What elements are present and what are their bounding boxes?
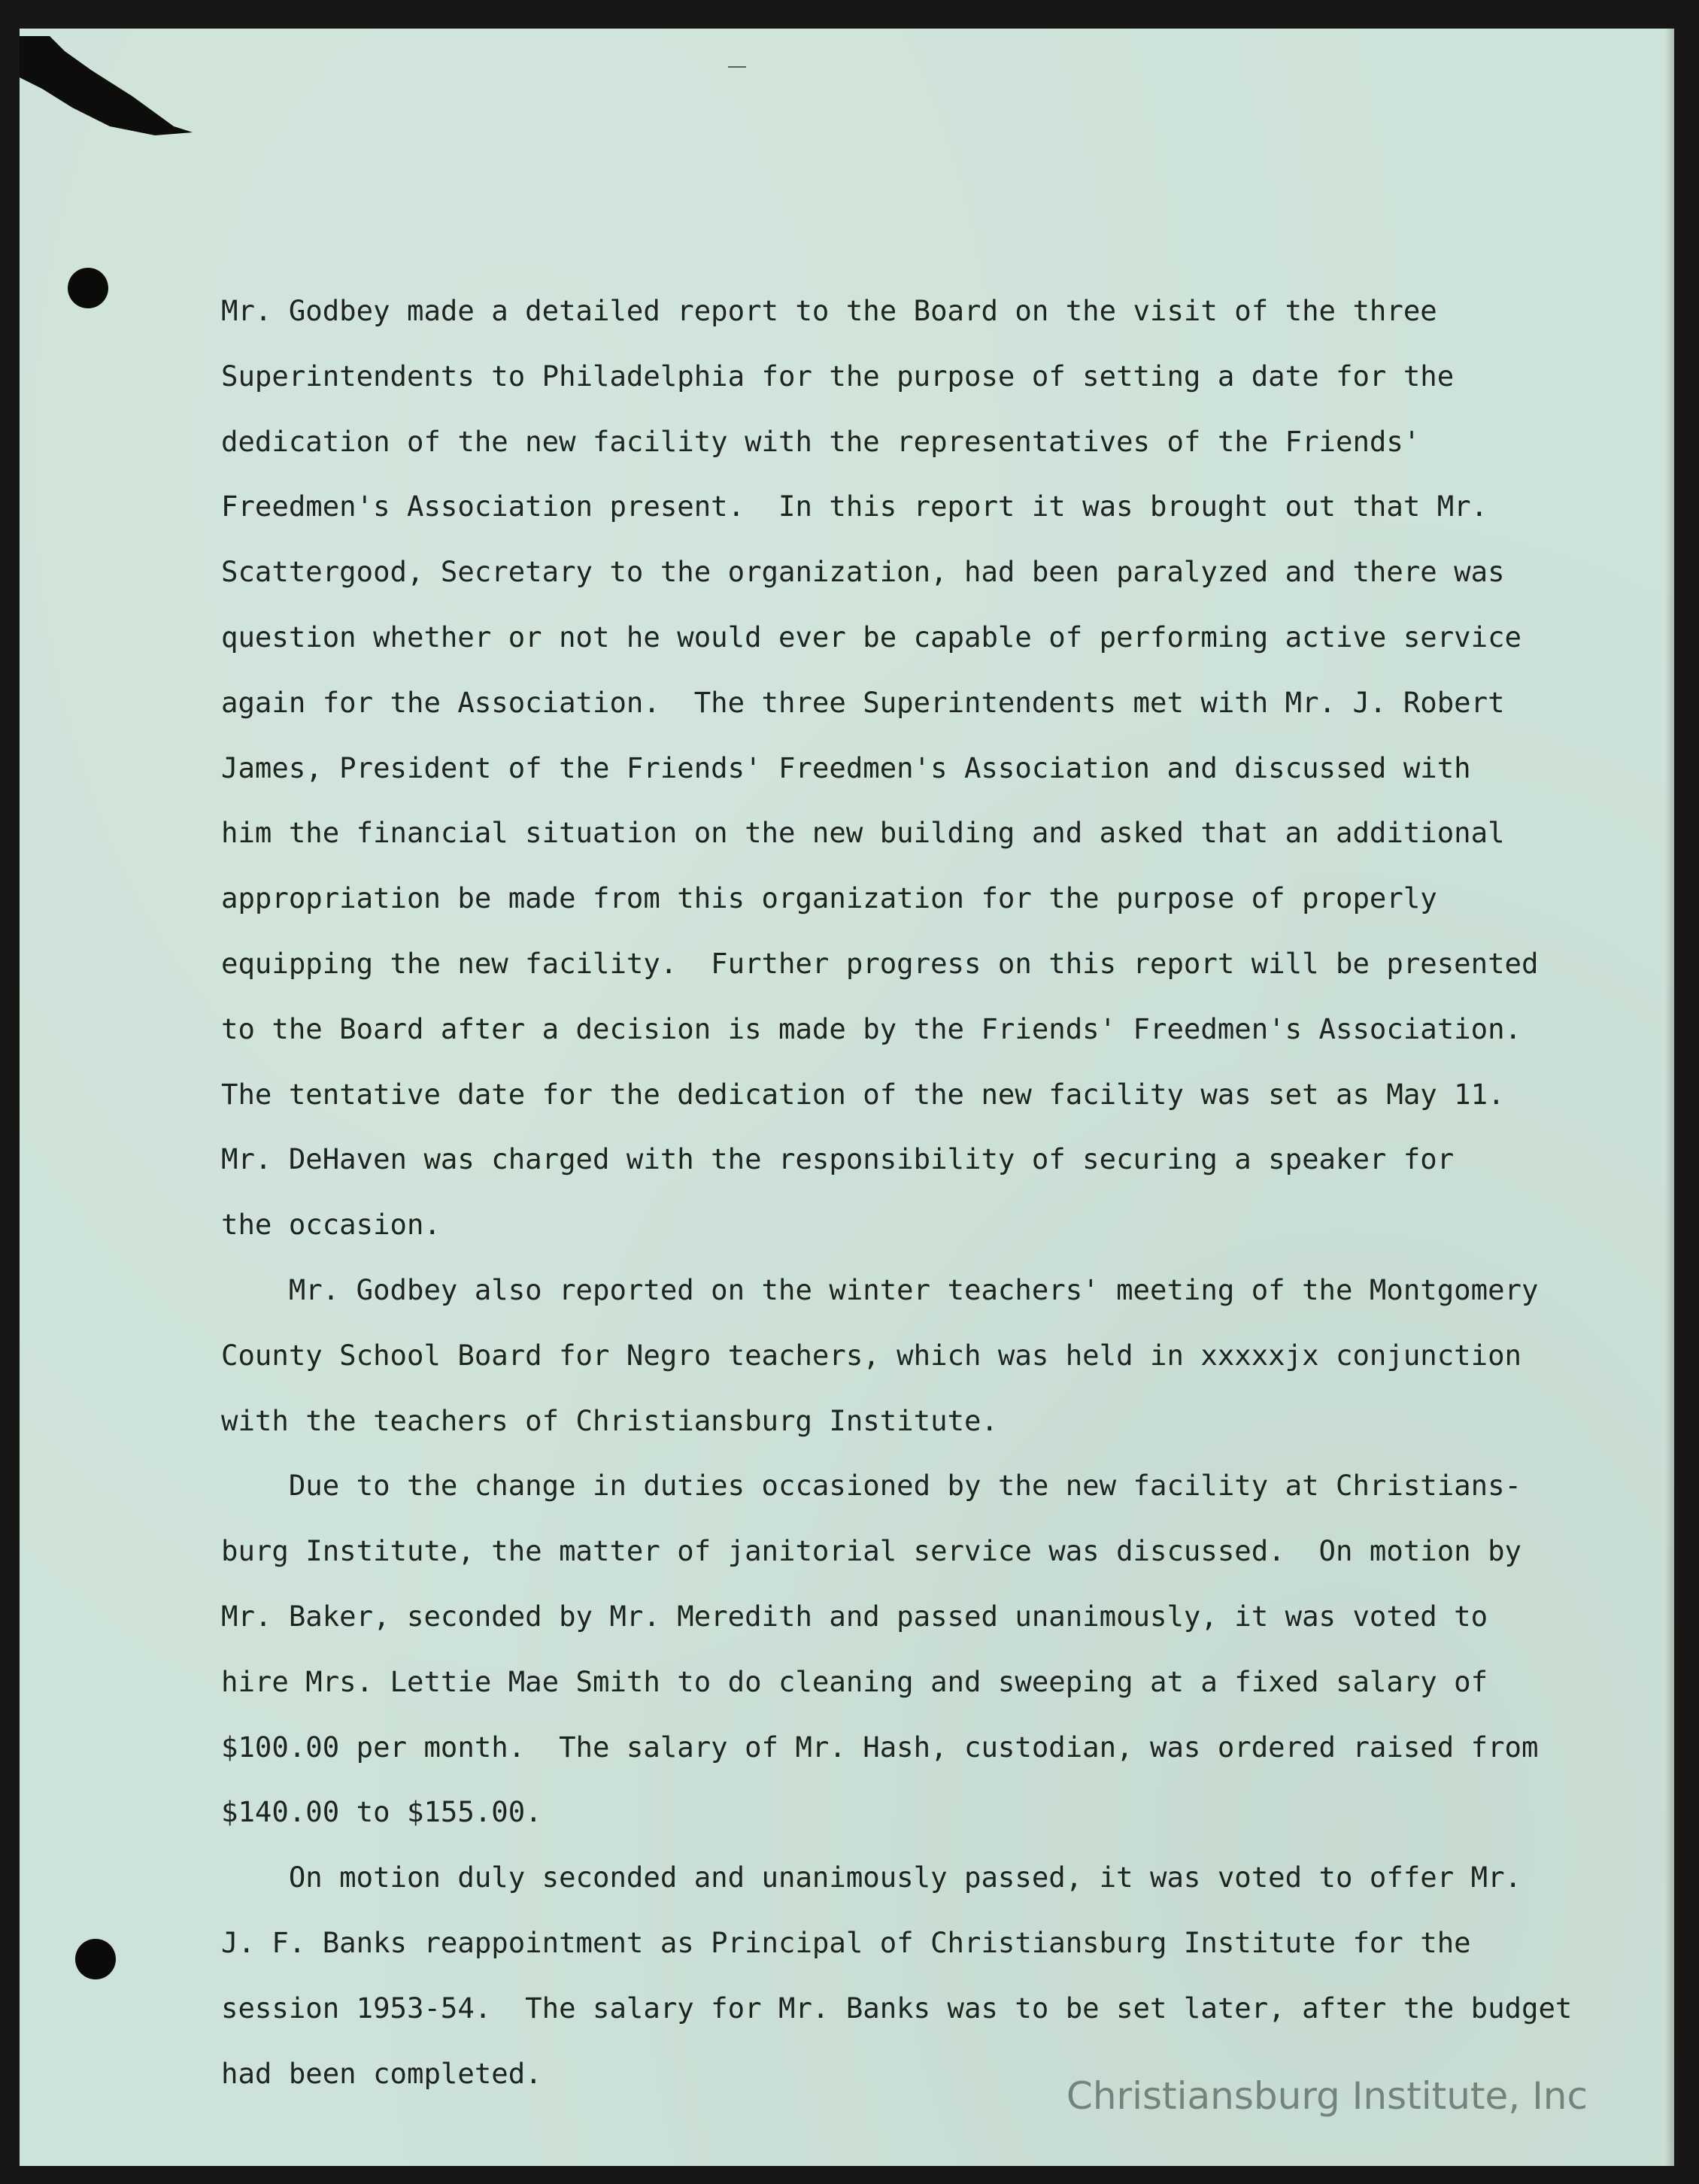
paper-edge-shadow bbox=[1665, 29, 1674, 2166]
text-line: Freedmen's Association present. In this report it was brought out that Mr. bbox=[221, 490, 1488, 523]
watermark-text: Christiansburg Institute, Inc bbox=[1066, 2074, 1588, 2118]
text-line: J. F. Banks reappointment as Principal of Christiansburg Institute for the bbox=[221, 1925, 1471, 1959]
text-line: $140.00 to $155.00. bbox=[221, 1795, 542, 1829]
text-line: James, President of the Friends' Freedmen's Association and discussed with bbox=[221, 751, 1471, 784]
text-line: with the teachers of Christiansburg Institute. bbox=[221, 1403, 998, 1437]
text-line: The tentative date for the dedication of the new facility was set as May 11. bbox=[221, 1077, 1505, 1111]
text-line: Mr. Godbey made a detailed report to the Board on the visit of the three bbox=[221, 294, 1437, 327]
torn-corner-mark bbox=[20, 36, 193, 156]
text-line: again for the Association. The three Superintendents met with Mr. J. Robert bbox=[221, 685, 1505, 719]
text-line: Mr. Baker, seconded by Mr. Meredith and passed unanimously, it was voted to bbox=[221, 1599, 1488, 1633]
text-line: him the financial situation on the new building and asked that an additional bbox=[221, 816, 1505, 850]
text-line: appropriation be made from this organization for the purpose of properly bbox=[221, 881, 1437, 915]
text-line: County School Board for Negro teachers, which was held in xxxxxjx conjunction bbox=[221, 1338, 1522, 1372]
text-line: burg Institute, the matter of janitorial service was discussed. On motion by bbox=[221, 1534, 1522, 1568]
text-line: Mr. DeHaven was charged with the responsibility of securing a speaker for bbox=[221, 1142, 1455, 1176]
text-line: Mr. Godbey also reported on the winter teachers' meeting of the Montgomery bbox=[221, 1272, 1539, 1306]
text-line: Due to the change in duties occasioned by the new facility at Christians- bbox=[221, 1469, 1522, 1503]
scratch-mark bbox=[728, 66, 746, 68]
typed-minutes-text bbox=[221, 278, 1573, 2106]
text-line: had been completed. bbox=[221, 2056, 542, 2090]
punch-hole-bottom bbox=[75, 1939, 116, 1979]
text-line: question whether or not he would ever be capable of performing active service bbox=[221, 620, 1522, 654]
text-line: hire Mrs. Lettie Mae Smith to do cleaning and sweeping at a fixed salary of bbox=[221, 1664, 1488, 1698]
text-line: the occasion. bbox=[221, 1208, 441, 1242]
text-line: to the Board after a decision is made by the Friends' Freedmen's Association. bbox=[221, 1012, 1522, 1045]
text-line: Superintendents to Philadelphia for the purpose of setting a date for the bbox=[221, 359, 1455, 393]
text-line: session 1953-54. The salary for Mr. Banks was to be set later, after the budget bbox=[221, 1991, 1573, 2025]
text-line: equipping the new facility. Further progress on this report will be presented bbox=[221, 946, 1539, 980]
text-line: Scattergood, Secretary to the organization, had been paralyzed and there was bbox=[221, 555, 1505, 589]
text-line: $100.00 per month. The salary of Mr. Hash, custodian, was ordered raised from bbox=[221, 1730, 1539, 1764]
paper-sheet bbox=[20, 29, 1674, 2166]
punch-hole-top bbox=[68, 268, 108, 308]
text-line: dedication of the new facility with the representatives of the Friends' bbox=[221, 424, 1421, 458]
text-line: On motion duly seconded and unanimously passed, it was voted to offer Mr. bbox=[221, 1861, 1522, 1894]
